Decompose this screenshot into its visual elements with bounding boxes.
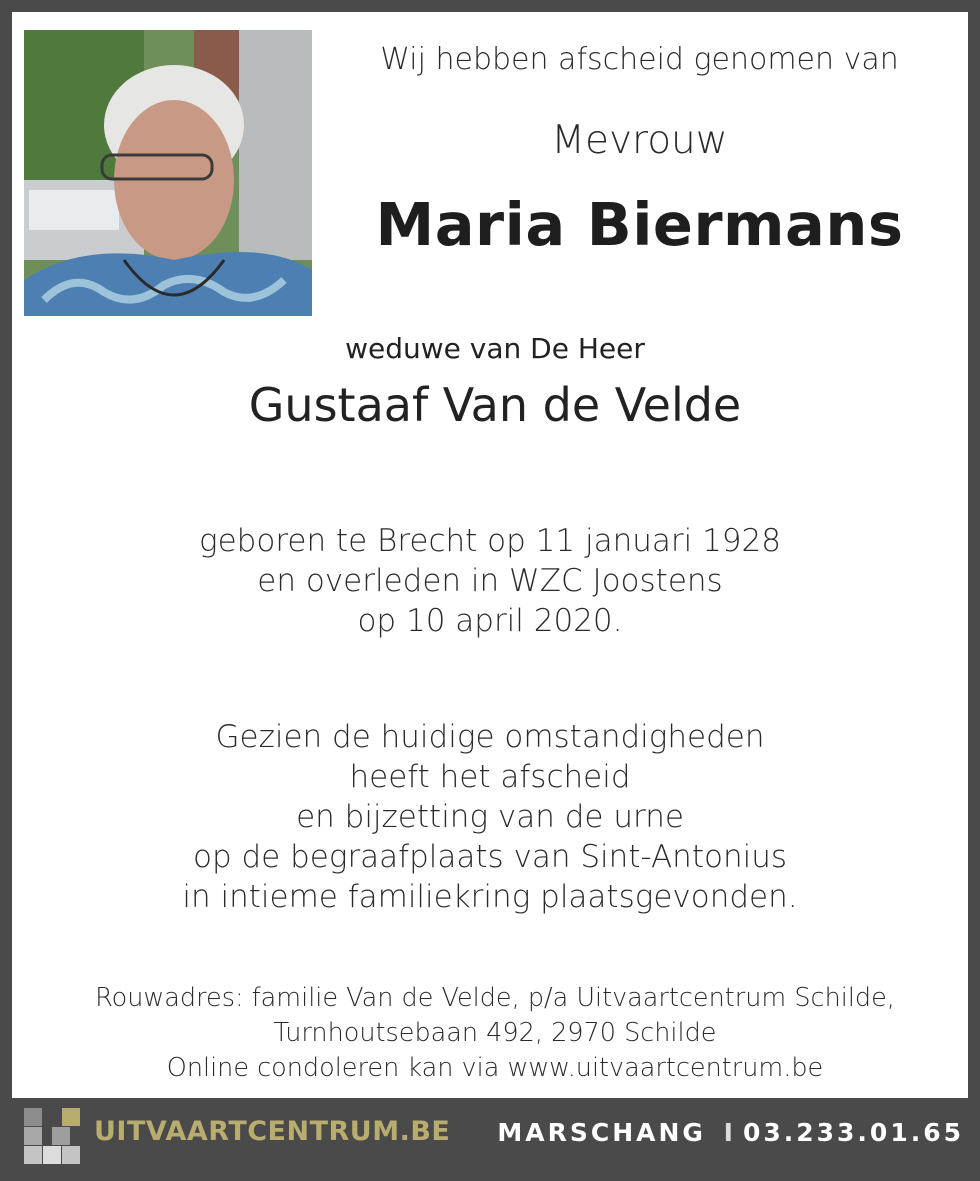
death-place-line: en overleden in WZC Joostens xyxy=(257,563,723,599)
birth-line: geboren te Brecht op 11 januari 1928 xyxy=(199,523,781,559)
intro-text: Wij hebben afscheid genomen van xyxy=(380,42,899,77)
stacked-squares-icon xyxy=(24,1108,80,1164)
portrait-photo xyxy=(24,30,312,316)
obituary-card xyxy=(12,12,968,1098)
footer-bar xyxy=(0,1098,980,1181)
farewell-block xyxy=(12,717,968,917)
death-date-line: op 10 april 2020. xyxy=(357,603,623,639)
farewell-line: heeft het afscheid xyxy=(349,759,631,795)
company-name: MARSCHANG xyxy=(497,1118,706,1147)
separator: I xyxy=(723,1118,733,1147)
farewell-line: Gezien de huidige omstandigheden xyxy=(215,719,765,755)
farewell-line: in intieme familiekring plaatsgevonden. xyxy=(182,879,798,915)
mourning-address: Rouwadres: familie Van de Velde, p/a Uitvaartcentrum Schilde, xyxy=(95,983,895,1013)
husband-name: Gustaaf Van de Velde xyxy=(248,378,742,432)
address-block xyxy=(12,981,978,1086)
honorific-title: Mevrouw xyxy=(551,118,728,163)
phone-number: 03.233.01.65 xyxy=(742,1118,964,1147)
deceased-name: Maria Biermans xyxy=(375,190,904,259)
farewell-line: en bijzetting van de urne xyxy=(296,799,684,835)
contact-info xyxy=(497,1118,964,1147)
birth-death-block xyxy=(12,521,968,641)
online-condolence: Online condoleren kan via www.uitvaartcentrum.be xyxy=(166,1053,824,1083)
brand-name: UITVAARTCENTRUM.BE xyxy=(94,1116,451,1147)
farewell-line: op de begraafplaats van Sint-Antonius xyxy=(192,839,788,875)
street-address: Turnhoutsebaan 492, 2970 Schilde xyxy=(273,1018,717,1048)
widow-label: weduwe van De Heer xyxy=(345,332,645,365)
portrait-image xyxy=(24,30,312,316)
